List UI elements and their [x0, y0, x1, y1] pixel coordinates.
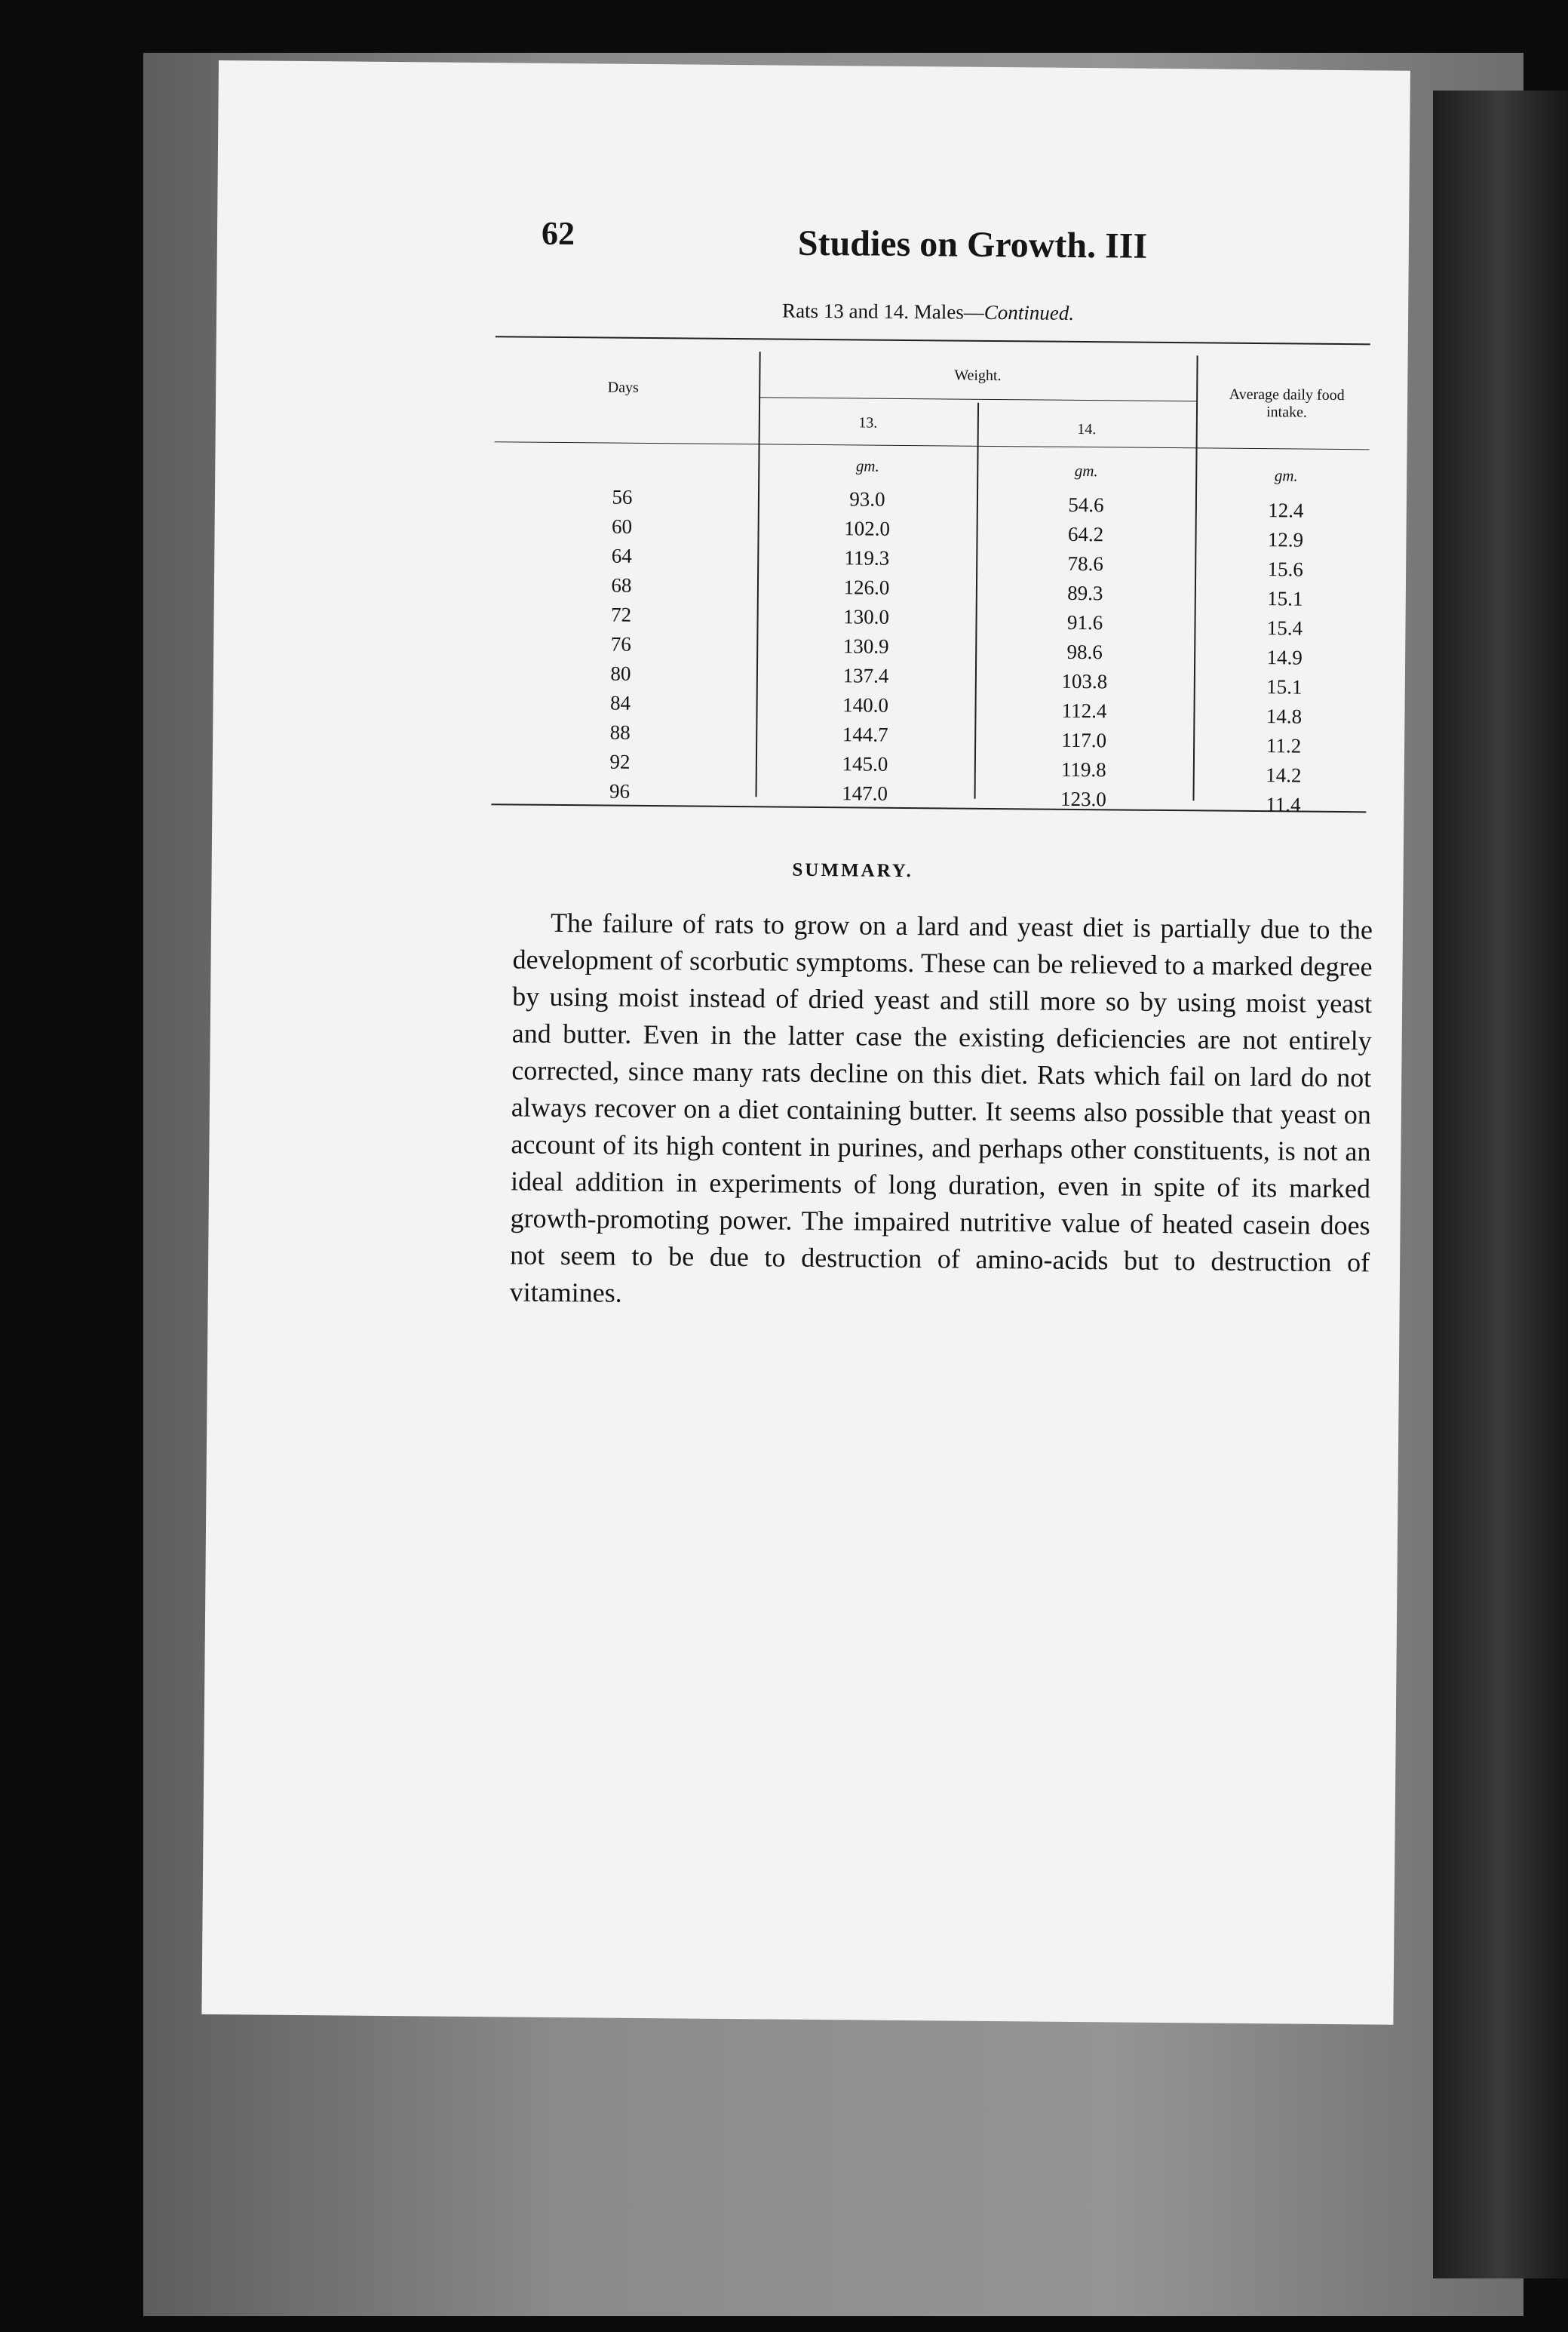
- table-cell: 112.4: [1061, 699, 1107, 723]
- table-cell: 123.0: [1060, 787, 1107, 811]
- table-vertical-rule-14: [1192, 355, 1198, 800]
- table-cell: 130.9: [842, 634, 889, 658]
- table-cell: 11.4: [1266, 793, 1301, 816]
- table-cell: 117.0: [1061, 728, 1107, 752]
- table-cell: 12.9: [1267, 528, 1304, 552]
- table-top-rule: [496, 336, 1370, 345]
- table-cell: 15.1: [1267, 587, 1303, 610]
- unit-food: gm.: [1274, 466, 1298, 485]
- table-cell: 15.1: [1266, 675, 1303, 699]
- header-bottom-rule: [495, 441, 1370, 450]
- table-caption-main: Rats 13 and 14. Males—: [782, 299, 984, 324]
- column-rat-13: [763, 484, 969, 809]
- table-cell: 119.8: [1060, 757, 1106, 782]
- table-vertical-rule-days: [756, 352, 761, 797]
- header-rat-14: 14.: [1077, 420, 1097, 438]
- table-cell: 78.6: [1067, 552, 1103, 576]
- header-days: Days: [607, 379, 639, 396]
- table-cell: 14.8: [1266, 705, 1303, 728]
- table-caption-continued: Continued.: [983, 300, 1075, 324]
- unit-rat-14: gm.: [1074, 461, 1098, 481]
- table-cell: 60: [611, 515, 633, 538]
- column-rat-14: [981, 490, 1188, 815]
- column-food-intake: [1207, 495, 1361, 820]
- table-cell: 14.9: [1266, 646, 1303, 669]
- table-cell: 64.2: [1067, 522, 1104, 546]
- table-cell: 147.0: [842, 782, 888, 805]
- table-cell: 92: [609, 750, 631, 773]
- table-cell: 103.8: [1061, 669, 1108, 693]
- table-cell: 11.2: [1266, 734, 1302, 757]
- table-caption: [782, 300, 1250, 327]
- table-cell: 68: [611, 573, 632, 597]
- table-cell: 137.4: [842, 664, 889, 687]
- table-cell: 91.6: [1066, 610, 1103, 634]
- weight-under-rule: [759, 397, 1196, 401]
- table-cell: 96: [609, 779, 631, 803]
- table-cell: 76: [610, 632, 631, 656]
- column-days: [499, 481, 743, 807]
- table-cell: 12.4: [1268, 499, 1304, 522]
- table-cell: 54.6: [1068, 493, 1104, 517]
- table-cell: 144.7: [842, 723, 888, 746]
- table-cell: 15.4: [1266, 616, 1303, 640]
- summary-paragraph: The failure of rats to grow on a lard and yeast diet is partially due to the development of scorbutic symptoms. These can be relieved to a marked degree by using moist instead of dried yeast and still more so by using moist yeast and butter. Even in the latter case the existing deficiencies are not entirely corrected, since many rats decline on this diet. Rats which fail on lard do not always recover on a diet containing butter. It seems also possible that yeast on account of its high content in purines, and perhaps other constituents, is not an ideal addition in experiments of long duration, even in spite of its marked growth-promoting power. The impaired nutritive value of heated casein does not seem to be due to destruction of amino-acids but to destruction of vitamines.: [509, 907, 1373, 1308]
- header-rat-13: 13.: [858, 414, 878, 432]
- table-cell: 93.0: [849, 487, 885, 511]
- header-food-intake: Average daily food intake.: [1229, 386, 1345, 421]
- table-cell: 140.0: [842, 693, 889, 717]
- table-cell: 84: [609, 691, 631, 714]
- header-weight: Weight.: [954, 367, 1002, 385]
- table-cell: 72: [610, 603, 632, 626]
- table-cell: 88: [609, 720, 631, 744]
- table-cell: 14.2: [1266, 764, 1302, 787]
- table-cell: 145.0: [842, 752, 888, 776]
- table-vertical-rule-13: [974, 403, 979, 799]
- table-cell: 89.3: [1067, 581, 1103, 605]
- unit-rat-13: gm.: [855, 456, 879, 475]
- table-cell: 56: [612, 485, 633, 508]
- table-cell: 15.6: [1267, 558, 1303, 581]
- table-cell: 64: [611, 544, 632, 567]
- adjacent-page-edge: [1433, 91, 1568, 2278]
- running-head: Studies on Growth. III: [797, 223, 1148, 266]
- summary-heading: SUMMARY.: [792, 859, 913, 882]
- table-cell: 119.3: [844, 546, 890, 570]
- table-cell: 130.0: [843, 605, 890, 628]
- book-page: [201, 60, 1410, 2025]
- table-cell: 98.6: [1066, 640, 1103, 664]
- table-cell: 80: [610, 662, 631, 685]
- table-cell: 102.0: [844, 517, 891, 540]
- page-number: 62: [541, 214, 575, 253]
- table-cell: 126.0: [843, 576, 890, 599]
